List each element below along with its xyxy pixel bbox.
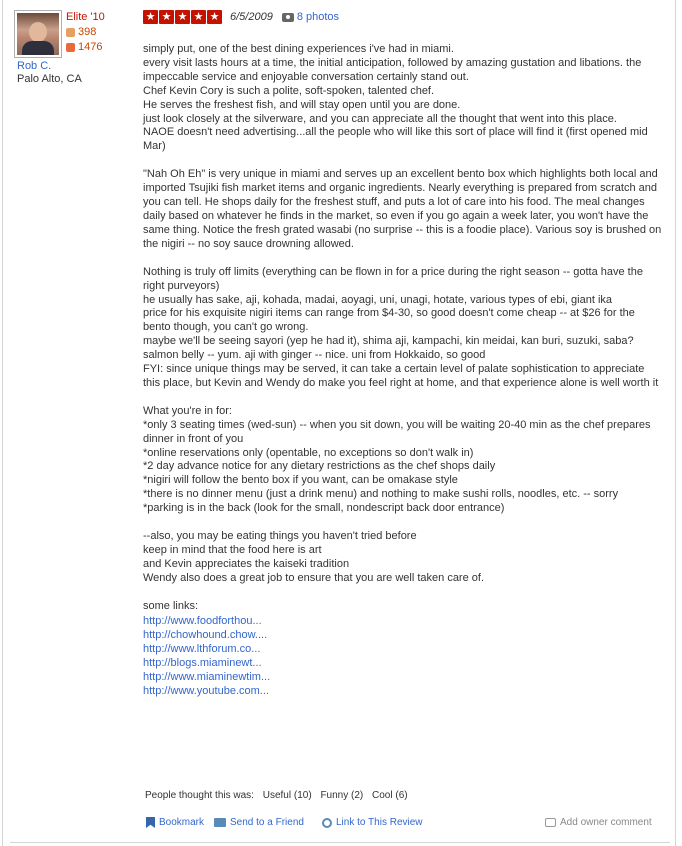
friend-count-value: 398 — [78, 26, 97, 38]
review-line: Chef Kevin Cory is such a polite, soft-spoken, talented chef. — [143, 84, 435, 97]
review-line: just look closely at the silverware, and you can appreciate all the thought that went into this place. — [143, 112, 617, 125]
useful-votes: Useful (10) — [262, 790, 312, 801]
external-link[interactable]: http://www.lthforum.co... — [143, 642, 261, 655]
elite-badge[interactable]: Elite '10 — [66, 11, 105, 23]
reviewer-sidebar — [14, 10, 124, 85]
star-icon: ★ — [159, 10, 174, 24]
link-icon — [322, 818, 332, 828]
review-line: salmon belly -- yum. aji with ginger -- nice. uni from Hokkaido, so good — [143, 349, 486, 362]
star-icon: ★ — [191, 10, 206, 24]
review-line: *there is no dinner menu (just a drink menu) and nothing to make sushi rolls, noodles, etc. -- sorry — [143, 488, 619, 501]
review-line: maybe we'll be seeing sayori (yep he had it), shima aji, kampachi, kin meidai, kan buri, suzuki, saba? — [143, 335, 634, 348]
external-link[interactable]: http://www.youtube.com... — [143, 684, 269, 697]
link-label: Link to This Review — [336, 817, 423, 828]
add-owner-comment-button[interactable] — [545, 817, 652, 828]
review-count — [66, 40, 105, 55]
review-body — [143, 43, 663, 698]
review-line: *online reservations only (opentable, no exceptions so don't walk in) — [143, 446, 474, 459]
owner-comment-label: Add owner comment — [560, 817, 652, 828]
star-icon: ★ — [175, 10, 190, 24]
reviewer-name[interactable]: Rob C. — [17, 60, 52, 72]
review-paragraph — [143, 530, 663, 586]
review-line: *only 3 seating times (wed-sun) -- when you sit down, you will be waiting 20-40 min as the chef prepares dinner in front of you — [143, 418, 651, 445]
review-line: NAOE doesn't need advertising...all the people who will like this sort of place will find it (first opened mid Mar) — [143, 126, 648, 153]
review-line: He serves the freshest fish, and will stay open until you are done. — [143, 98, 461, 111]
review-line: Wendy also does a great job to ensure that you are well taken care of. — [143, 571, 484, 584]
bottom-divider — [10, 842, 670, 843]
reviewer-stats — [66, 10, 105, 55]
mail-icon — [214, 818, 226, 827]
external-link[interactable]: http://www.foodforthou... — [143, 614, 262, 627]
photos-link[interactable]: 8 photos — [296, 11, 340, 23]
cool-votes: Cool (6) — [372, 790, 408, 801]
votes-label: People thought this was: — [145, 790, 254, 801]
bookmark-icon — [146, 817, 155, 828]
review-line: Nothing is truly off limits (everything can be flown in for a price during the right season -- gotta have the right purveyors) — [143, 265, 643, 292]
review-line: What you're in for: — [143, 404, 232, 417]
send-to-friend-button[interactable] — [214, 817, 304, 828]
friend-count — [66, 25, 105, 40]
star-icon: ★ — [143, 10, 158, 24]
camera-icon — [282, 13, 294, 22]
funny-votes: Funny (2) — [320, 790, 364, 801]
bookmark-label: Bookmark — [159, 817, 205, 828]
friends-icon — [66, 28, 75, 37]
review-line: *2 day advance notice for any dietary restrictions as the chef shops daily — [143, 460, 496, 473]
review-date: 6/5/2009 — [230, 11, 273, 23]
bookmark-button[interactable] — [146, 817, 204, 828]
external-link[interactable]: http://www.miaminewtim... — [143, 670, 271, 683]
review-line: "Nah Oh Eh" is very unique in miami and serves up an excellent bento box which highlights both local and imported Tsujiki fish market items and organic ingredients. Nearly everything is prepared from scratch and you can tell. He shops daily for the freshest stuff, and puts a lot of care into his food. The meal changes daily based on whatever he finds in the market, so even if you go again a week later, you won't have the same thing. Notice the fresh grated wasabi (no surprise -- this is a foodie place). Various soy is brushed on the nigiri -- no soy sauce drowning allowed. — [143, 168, 662, 250]
star-icon — [66, 43, 75, 52]
external-link[interactable]: http://blogs.miaminewt... — [143, 656, 262, 669]
review-line: FYI: since unique things may be served, it can take a certain level of palate sophistication to appreciate this place, but Kevin and Wendy do make you feel right at home, and that experience alone is well worth it — [143, 363, 659, 389]
link-to-review-button[interactable] — [322, 817, 423, 828]
review-line: price for his exquisite nigiri items can range from $4-30, so good doesn't come cheap -- at $26 for the bento though, you can't go wrong. — [143, 307, 635, 334]
review-paragraph — [143, 43, 663, 154]
review-line: --also, you may be eating things you haven't tried before — [143, 530, 417, 543]
external-link[interactable]: http://chowhound.chow.... — [143, 628, 268, 641]
review-actions — [146, 817, 666, 833]
links-heading: some links: — [143, 599, 199, 612]
avatar-photo — [17, 13, 59, 55]
review-line: simply put, one of the best dining experiences i've had in miami. — [143, 43, 454, 55]
star-icon: ★ — [207, 10, 222, 24]
links-list — [143, 614, 663, 698]
send-label: Send to a Friend — [230, 817, 304, 828]
review-line: every visit lasts hours at a time, the initial anticipation, followed by amazing gustation and libations. the impeccable service and enjoyable conversation certainly stand out. — [143, 56, 642, 83]
avatar[interactable] — [14, 10, 62, 58]
reviewer-location: Palo Alto, CA — [17, 73, 82, 85]
review-paragraph — [143, 168, 663, 251]
vote-summary — [145, 790, 414, 801]
review-paragraph — [143, 266, 663, 391]
review-header — [143, 9, 339, 25]
review-paragraph — [143, 405, 663, 516]
review-line: *parking is in the back (look for the small, nondescript back door entrance) — [143, 502, 505, 515]
review-line: *nigiri will follow the bento box if you want, can be omakase style — [143, 474, 458, 487]
review-line: he usually has sake, aji, kohada, madai, aoyagi, uni, unagi, hotate, various types of ebi, giant ika — [143, 293, 613, 306]
review-line: and Kevin appreciates the kaiseki tradition — [143, 557, 350, 570]
rating-stars — [143, 10, 222, 24]
review-count-value: 1476 — [78, 41, 103, 53]
comment-icon — [545, 818, 556, 827]
review-line: keep in mind that the food here is art — [143, 544, 322, 556]
